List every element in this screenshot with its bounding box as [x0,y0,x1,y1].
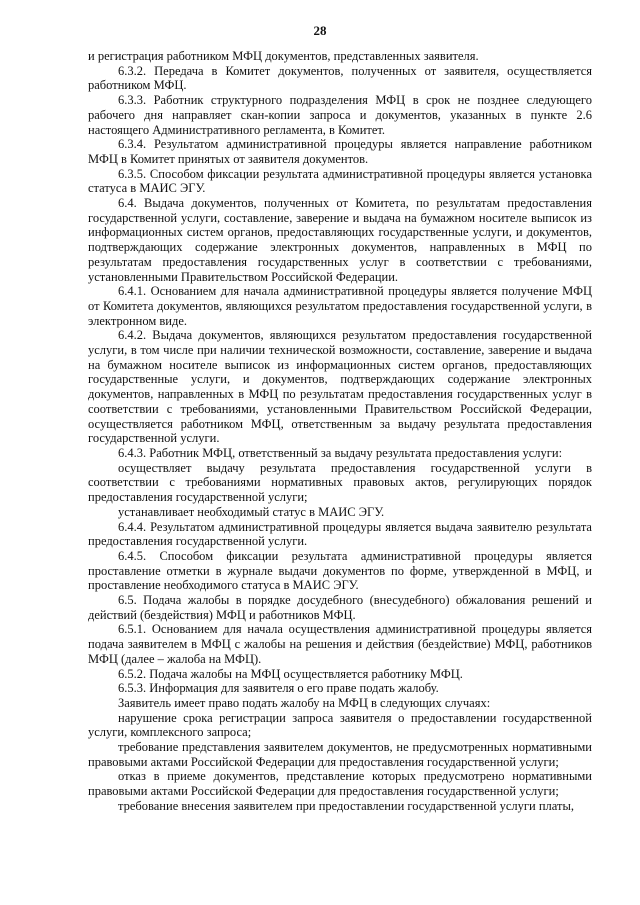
paragraph-6-4: 6.4. Выдача документов, полученных от Комитета, по результатам предоставления государственной услуги, составление, заверение и выдача на бумажном носителе выписок из информационных систем органов, предоставляющих государственные услуги, и документов, подтверждающих содержание электронных документов, направленных в МФЦ по результатам предоставления государственных услуг в соответствии с требованиями, установленными Правительством Российской Федерации. [88,196,592,284]
paragraph-6-5-3: 6.5.3. Информация для заявителя о его праве подать жалобу. [118,681,439,696]
paragraph-6-3-5: 6.3.5. Способом фиксации результата административной процедуры является установка статуса в МАИС ЭГУ. [88,166,592,196]
paragraph-6-5: 6.5. Подача жалобы в порядке досудебного (внесудебного) обжалования решений и действий (бездействия) МФЦ и работников МФЦ. [88,593,592,622]
paragraph-duty-status: устанавливает необходимый статус в МАИС ЭГУ. [118,504,385,519]
paragraph-6-4-1: 6.4.1. Основанием для начала административной процедуры является получение МФЦ от Комитета документов, являющихся результатом предоставления государственной услуги, в электронном виде. [88,284,592,328]
list-item-payment-requirement: требование внесения заявителем при предоставлении государственной услуги платы, [118,798,574,813]
paragraph-6-3-2: 6.3.2. Передача в Комитет документов, полученных от заявителя, осуществляется работником МФЦ. [88,63,592,93]
paragraph-6-3-4: 6.3.4. Результатом административной процедуры является направление работником МФЦ в Комитет принятых от заявителя документов. [88,137,592,166]
paragraph-complaint-cases: Заявитель имеет право подать жалобу на МФЦ в следующих случаях: [118,695,491,710]
list-item-acceptance-refusal: отказ в приеме документов, представление которых предусмотрено нормативными правовыми актами Российской Федерации для предоставления государственной услуги; [88,769,592,799]
page-number: 28 [313,23,327,38]
list-item-deadline-violation: нарушение срока регистрации запроса заявителя о предоставлении государственной услуги, комплексного запроса; [88,710,592,740]
paragraph-6-4-2: 6.4.2. Выдача документов, являющихся результатом предоставления государственной услуги, в том числе при наличии технической возможности, составление, заверение и выдача на бумажном носителе выписок из информационных систем органов, предоставляющих государственные услуги, и документов, подтверждающих содержание электронных документов, направленных в МФЦ по результатам предоставления государственных услуг в соответствии с требованиями, установленными Правительством Российской Федерации, осуществляется работником МФЦ, ответственным за выдачу результата предоставления государственной услуги. [88,328,592,446]
paragraph-continuation: и регистрация работником МФЦ документов, представленных заявителя. [88,49,479,63]
document-body [88,49,592,814]
paragraph-6-4-4: 6.4.4. Результатом административной процедуры является выдача заявителю результата предоставления государственной услуги. [88,519,592,549]
list-item-extra-documents: требование представления заявителем документов, не предусмотренных нормативными правовыми актами Российской Федерации для предоставления государственной услуги; [88,740,592,769]
paragraph-6-4-3: 6.4.3. Работник МФЦ, ответственный за выдачу результата предоставления услуги: [118,445,563,460]
paragraph-6-5-1: 6.5.1. Основанием для начала осуществления административной процедуры является подача заявителем в МФЦ с жалобы на решения и действия (бездействие) МФЦ, работников МФЦ (далее – жалоба на МФЦ). [88,622,592,666]
paragraph-6-3-3: 6.3.3. Работник структурного подразделения МФЦ в срок не позднее следующего рабочего дня направляет скан-копии запроса и документов, указанных в пункте 2.6 настоящего Административного регламента, в Комитет. [88,93,592,137]
paragraph-6-4-5: 6.4.5. Способом фиксации результата административной процедуры является проставление отметки в журнале выдачи документов по форме, утвержденной в МФЦ, и проставление необходимого статуса в МАИС ЭГУ. [88,548,592,593]
paragraph-6-5-2: 6.5.2. Подача жалобы на МФЦ осуществляется работнику МФЦ. [118,666,463,681]
paragraph-duty-issue: осуществляет выдачу результата предоставления государственной услуги в соответствии с требованиями нормативных правовых актов, регулирующих порядок предоставления государственной услуги; [88,460,592,505]
